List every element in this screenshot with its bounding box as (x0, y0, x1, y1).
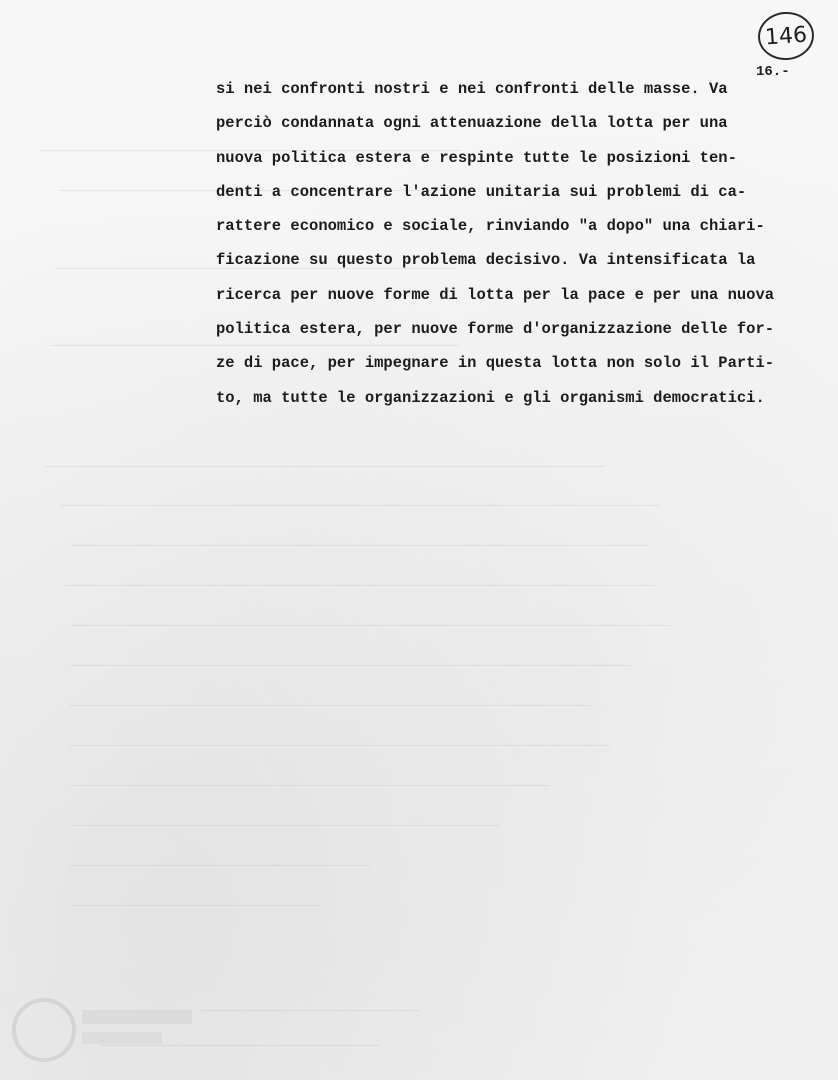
archive-watermark (4, 990, 204, 1070)
text-line: denti a concentrare l'azione unitaria sui problemi di ca- (216, 182, 747, 201)
bleed-through-line (200, 1010, 420, 1011)
bleed-through-line (45, 466, 605, 467)
page-number: 16.- (756, 64, 790, 80)
bleed-through-line (70, 905, 320, 906)
folio-number: 146 (756, 10, 815, 62)
bleed-through-line (70, 865, 370, 866)
text-line: si nei confronti nostri e nei confronti delle masse. Va (216, 80, 728, 98)
text-line: ficazione su questo problema decisivo. Va intensificata la (216, 251, 756, 270)
text-line: nuova politica estera e respinte tutte le posizioni ten- (216, 148, 737, 167)
bleed-through-line (70, 705, 590, 706)
text-line: perciò condannata ogni attenuazione della lotta per una (216, 114, 728, 133)
bleed-through-line (70, 825, 500, 826)
typewritten-paragraph (216, 72, 816, 415)
bleed-through-line (70, 625, 670, 626)
bleed-through-line (70, 745, 610, 746)
bleed-through-line (65, 585, 655, 586)
bleed-through-line (60, 505, 660, 506)
bleed-through-line (70, 545, 650, 546)
text-line: ricerca per nuove forme di lotta per la pace e per una nuova (216, 285, 775, 304)
bleed-through-line (70, 665, 630, 666)
text-line: politica estera, per nuove forme d'organizzazione delle for- (216, 320, 775, 339)
text-line: to, ma tutte le organizzazioni e gli organismi democratici. (216, 388, 765, 407)
bleed-through-line (70, 785, 550, 786)
text-line: ze di pace, per impegnare in questa lotta non solo il Parti- (216, 354, 775, 373)
text-line: rattere economico e sociale, rinviando "a dopo" una chiari- (216, 217, 765, 236)
